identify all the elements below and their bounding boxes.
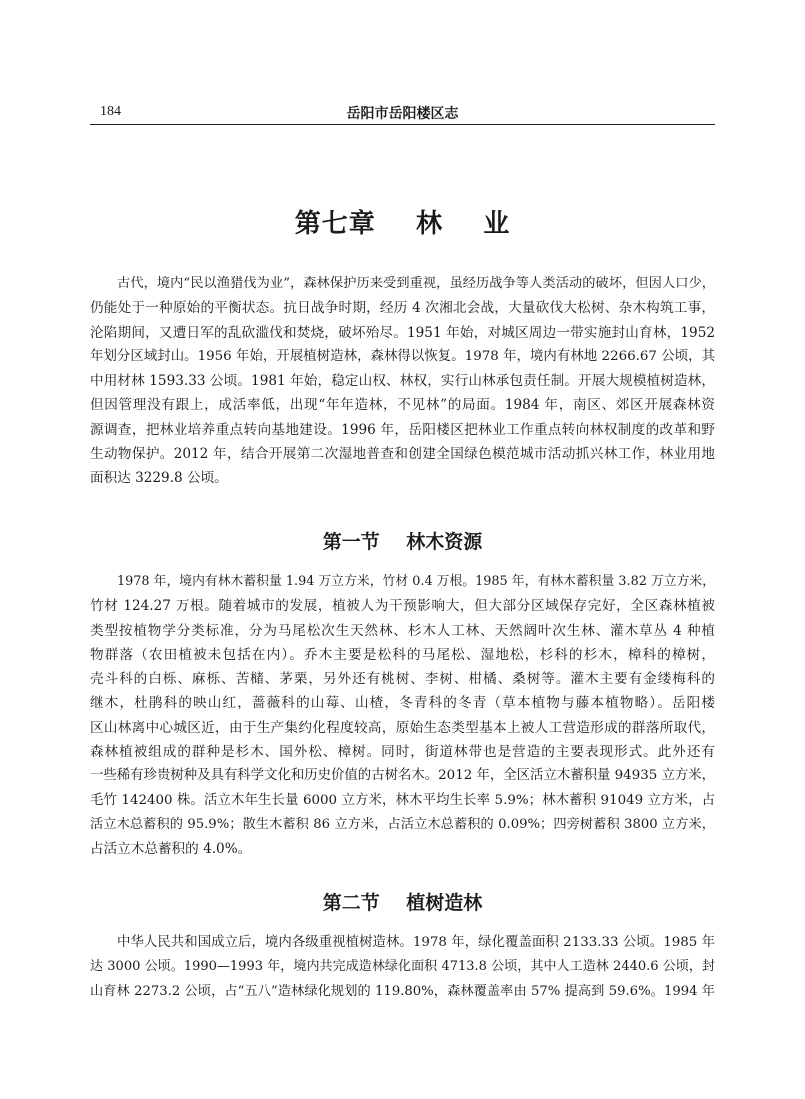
text-line: 物群落（农田植被未包括在内）。乔木主要是松科的马尾松、湿地松，杉科的杉木，樟科的樟树，: [90, 646, 715, 663]
text-line: 活立木总蓄积的 95.9%；散生木蓄积 86 立方米，占活立木总蓄积的 0.09%；四旁树蓄积 3800 立方米，: [90, 816, 715, 832]
text-line: 竹材 124.27 万根。随着城市的发展，植被人为干预影响大，但大部分区域保存完好，全区森林植被: [90, 598, 715, 615]
page-number: 184: [100, 104, 121, 119]
afforestation-paragraph: [90, 931, 715, 1004]
text-line: 中用材林 1593.33 公顷。1981 年始，稳定山权、林权，实行山林承包责任制。开展大规模植树造林，: [90, 373, 715, 390]
text-line: 沦陷期间，又遭日军的乱砍滥伐和焚烧，破坏殆尽。1951 年始，对城区周边一带实施封山育林，1952: [90, 324, 715, 341]
text-line: 生动物保护。2012 年，结合开展第二次湿地普查和创建全国绿色模范城市活动抓兴林工作，林业用地: [90, 446, 715, 463]
text-line: 年划分区域封山。1956 年始，开展植树造林，森林得以恢复。1978 年，境内有林地 2266.67 公顷，其: [90, 348, 715, 364]
forest-resources-paragraph: [90, 570, 715, 862]
text-line: 占活立木总蓄积的 4.0%。: [90, 841, 252, 858]
text-line: 毛竹 142400 株。活立木年生长量 6000 立方米，林木平均生长率 5.9%；林木蓄积 91049 立方米，占: [90, 792, 715, 808]
text-line: 一些稀有珍贵树种及具有科学文化和历史价值的古树名木。2012 年，全区活立木蓄积量 94935 立方米，: [90, 768, 715, 784]
section-title-forest-resources: 第一节 林木资源: [322, 531, 483, 553]
text-line: 仍能处于一种原始的平衡状态。抗日战争时期，经历 4 次湘北会战，大量砍伐大松树、杂木构筑工事，: [90, 300, 715, 317]
running-title: 岳阳市岳阳楼区志: [346, 106, 459, 122]
text-line: 1978 年，境内有林木蓄积量 1.94 万立方米，竹材 0.4 万根。1985 年，有林木蓄积量 3.82 万立方米，: [117, 574, 715, 589]
text-line: 山育林 2273.2 公顷，占“五八”造林绿化规划的 119.80%，森林覆盖率由 57% 提高到 59.6%。1994 年: [90, 983, 715, 999]
text-line: 源调查，把林业培养重点转向基地建设。1996 年，岳阳楼区把林业工作重点转向林权制度的改革和野: [90, 421, 715, 438]
text-line: 森林植被组成的群种是杉木、国外松、樟树。同时，街道林带也是营造的主要表现形式。此外还有: [90, 744, 715, 761]
text-line: 古代，境内“民以渔猎伐为业”，森林保护历来受到重视，虽经历战争等人类活动的破坏，但因人口少，: [117, 276, 715, 291]
text-line: 类型按植物学分类标准，分为马尾松次生天然林、杉木人工林、天然阔叶次生林、灌木草丛 4 种植: [90, 622, 715, 639]
text-line: 面积达 3229.8 公顷。: [90, 470, 228, 487]
section-title-afforestation: 第二节 植树造林: [322, 892, 483, 914]
text-line: 中华人民共和国成立后，境内各级重视植树造林。1978 年，绿化覆盖面积 2133.33 公顷。1985 年: [117, 935, 715, 950]
text-line: 壳斗科的白栎、麻栎、苦槠、茅栗，另外还有桃树、李树、柑橘、桑树等。灌木主要有金缕梅科的: [90, 671, 715, 688]
text-line: 达 3000 公顷。1990—1993 年，境内共完成造林绿化面积 4713.8 公顷，其中人工造林 2440.6 公顷，封: [90, 959, 715, 975]
text-line: 但因管理没有跟上，成活率低，出现“年年造林，不见林”的局面。1984 年，南区、郊区开展森林资: [90, 397, 715, 414]
text-line: 区山林离中心城区近，由于生产集约化程度较高，原始生态类型基本上被人工营造形成的群落所取代，: [90, 719, 715, 736]
chapter-intro-paragraph: [90, 272, 715, 491]
chapter-title: 第七章 林 业: [294, 209, 511, 239]
text-line: 继木，杜鹃科的映山红，蔷薇科的山莓、山楂，冬青科的冬青（草本植物与藤本植物略）。岳阳楼: [90, 695, 715, 712]
page-header: [90, 102, 715, 125]
